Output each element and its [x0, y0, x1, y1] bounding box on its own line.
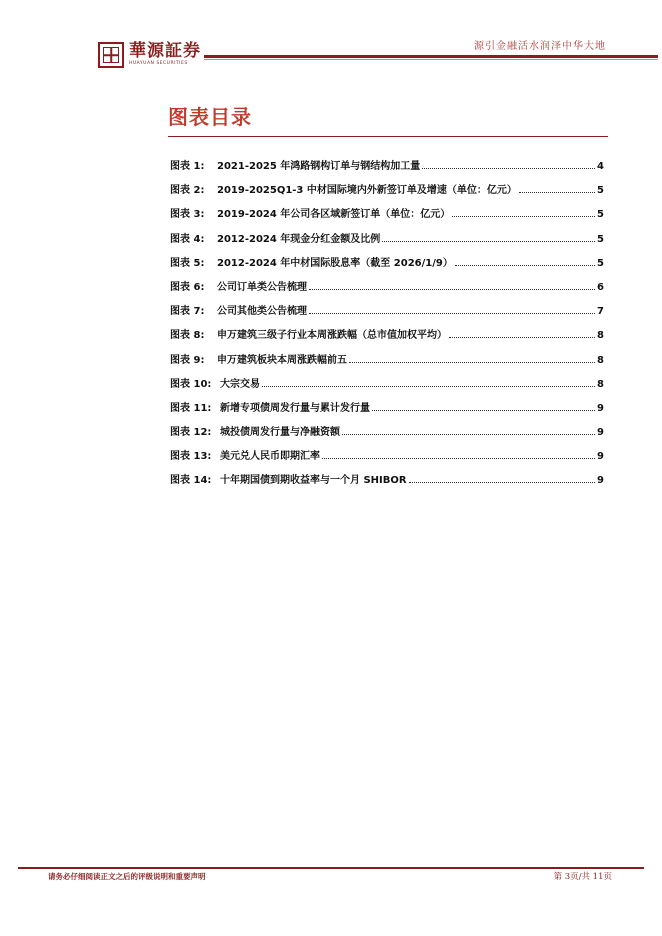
footer-disclaimer: 请务必仔细阅读正文之后的评级说明和重要声明 — [48, 872, 206, 881]
company-logo — [98, 42, 201, 70]
toc-entry[interactable] — [170, 375, 604, 399]
toc-dot-leader — [309, 313, 595, 314]
toc-entry-label: 图表 14: — [170, 475, 212, 487]
toc-entry-title: 新增专项债周发行量与累计发行量 — [220, 402, 370, 414]
toc-entry[interactable] — [170, 302, 604, 326]
toc-entry-label: 图表 7: — [170, 306, 205, 318]
toc-entry[interactable] — [170, 181, 604, 205]
table-of-figures — [170, 157, 604, 496]
toc-dot-leader — [372, 410, 595, 411]
toc-entry-label: 图表 11: — [170, 402, 212, 414]
toc-entry[interactable] — [170, 205, 604, 229]
toc-entry-label: 图表 2: — [170, 185, 205, 197]
footer-page-info: 第 3页/共 11页 — [553, 872, 612, 882]
header-divider — [204, 55, 658, 58]
toc-entry[interactable] — [170, 157, 604, 181]
toc-entry-label: 图表 4: — [170, 233, 205, 245]
toc-entry-label: 图表 5: — [170, 257, 205, 269]
toc-entry[interactable] — [170, 326, 604, 350]
toc-entry-title: 申万建筑三级子行业本周涨跌幅（总市值加权平均） — [217, 330, 447, 342]
toc-entry-page: 7 — [597, 306, 604, 318]
toc-entry-title: 公司订单类公告梳理 — [217, 281, 307, 293]
toc-dot-leader — [262, 386, 595, 387]
toc-entry[interactable] — [170, 278, 604, 302]
toc-entry[interactable] — [170, 351, 604, 375]
toc-entry-label: 图表 13: — [170, 451, 212, 463]
toc-dot-leader — [452, 216, 595, 217]
toc-entry-label: 图表 1: — [170, 161, 205, 172]
toc-entry-label: 图表 10: — [170, 378, 212, 390]
toc-entry-label: 图表 3: — [170, 209, 205, 221]
logo-emblem-icon — [98, 42, 124, 68]
toc-entry-page: 9 — [597, 451, 604, 463]
toc-entry-label: 图表 12: — [170, 427, 212, 439]
toc-dot-leader — [449, 337, 595, 338]
toc-entry-page: 4 — [597, 161, 604, 172]
toc-dot-leader — [422, 168, 595, 169]
toc-entry-title: 十年期国债到期收益率与一个月 SHIBOR — [220, 475, 407, 487]
toc-entry[interactable] — [170, 230, 604, 254]
toc-dot-leader — [322, 458, 595, 459]
page-title: 图表目录 — [168, 105, 252, 129]
toc-entry-title: 公司其他类公告梳理 — [217, 306, 307, 318]
toc-entry-title: 美元兑人民币即期汇率 — [220, 451, 320, 463]
toc-entry-title: 2019-2025Q1-3 中材国际境内外新签订单及增速（单位：亿元） — [217, 185, 517, 197]
toc-dot-leader — [409, 482, 595, 483]
toc-entry-title: 城投债周发行量与净融资额 — [220, 427, 340, 439]
title-divider — [168, 136, 608, 137]
toc-entry-page: 5 — [597, 209, 604, 221]
toc-dot-leader — [349, 362, 595, 363]
toc-dot-leader — [455, 265, 595, 266]
toc-entry-page: 9 — [597, 475, 604, 487]
toc-dot-leader — [382, 241, 595, 242]
toc-entry[interactable] — [170, 447, 604, 471]
toc-entry-title: 2021-2025 年鸿路钢构订单与钢结构加工量 — [217, 161, 421, 172]
toc-entry-title: 2012-2024 年现金分红金额及比例 — [217, 233, 381, 245]
footer-divider — [18, 867, 644, 869]
toc-dot-leader — [519, 192, 595, 193]
toc-entry[interactable] — [170, 423, 604, 447]
logo-text — [129, 42, 201, 66]
toc-entry-label: 图表 9: — [170, 354, 205, 366]
toc-entry-page: 5 — [597, 185, 604, 197]
toc-entry-title: 申万建筑板块本周涨跌幅前五 — [217, 354, 347, 366]
toc-entry[interactable] — [170, 471, 604, 495]
toc-dot-leader — [309, 289, 595, 290]
toc-entry-page: 8 — [597, 330, 604, 342]
toc-dot-leader — [342, 434, 595, 435]
toc-entry-page: 6 — [597, 281, 604, 293]
toc-entry-page: 5 — [597, 233, 604, 245]
toc-entry[interactable] — [170, 254, 604, 278]
toc-entry-page: 5 — [597, 257, 604, 269]
toc-entry-page: 8 — [597, 378, 604, 390]
header-slogan: 源引金融活水润泽中华大地 — [474, 41, 606, 52]
logo-name-en: HUAYUAN SECURITIES — [129, 61, 188, 66]
toc-entry-page: 8 — [597, 354, 604, 366]
toc-entry-title: 2019-2024 年公司各区域新签订单（单位：亿元） — [217, 209, 451, 221]
toc-entry-label: 图表 8: — [170, 330, 205, 342]
toc-entry-label: 图表 6: — [170, 281, 205, 293]
logo-name-cn: 華源証券 — [129, 41, 201, 61]
toc-entry-page: 9 — [597, 427, 604, 439]
header-divider-thin — [204, 59, 658, 60]
toc-entry-page: 9 — [597, 402, 604, 414]
toc-entry-title: 2012-2024 年中材国际股息率（截至 2026/1/9） — [217, 257, 453, 269]
toc-entry[interactable] — [170, 399, 604, 423]
toc-entry-title: 大宗交易 — [220, 378, 260, 390]
